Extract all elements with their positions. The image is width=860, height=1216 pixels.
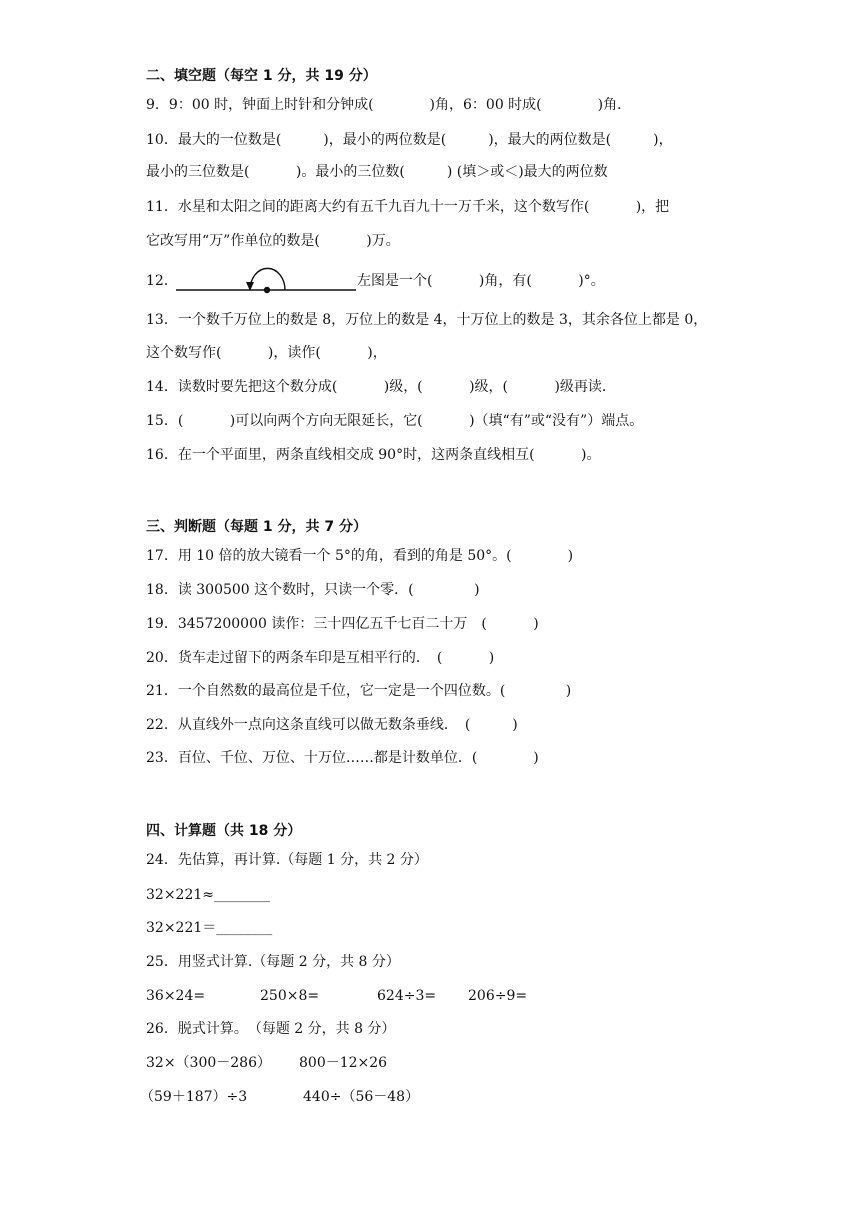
question-11-line-2: 它改写用“万”作单位的数是( )万。 <box>146 233 400 249</box>
question-18: 18．读 300500 这个数时，只读一个零．( ) <box>146 582 480 598</box>
question-24-estimate: 32×221≈________ <box>146 887 270 903</box>
question-23: 23．百位、千位、万位、十万位……都是计数单位．( ) <box>146 750 539 766</box>
question-9: 9．9：00 时，钟面上时针和分钟成( )角，6：00 时成( )角． <box>146 97 632 113</box>
question-24: 24．先估算，再计算.（每题 1 分，共 2 分） <box>146 852 428 868</box>
question-15: 15．( )可以向两个方向无限延长，它( )（填“有”或“没有”）端点。 <box>146 413 644 429</box>
question-14: 14．读数时要先把这个数分成( )级，( )级，( )级再读． <box>146 379 616 395</box>
question-19: 19．3457200000 读作：三十四亿五千七百二十万 ( ) <box>146 616 539 632</box>
q25-item-2: 250×8= <box>260 988 320 1004</box>
question-10-line-1: 10．最大的一位数是( )，最小的两位数是( )，最大的两位数是( )， <box>146 132 673 148</box>
q26-item-4: 440÷（56－48） <box>303 1089 420 1105</box>
question-16: 16．在一个平面里，两条直线相交成 90°时，这两条直线相互( )。 <box>146 447 601 463</box>
q26-item-2: 800－12×26 <box>299 1055 388 1071</box>
question-20: 20．货车走过留下的两条车印是互相平行的． ( ) <box>146 650 495 666</box>
question-10-line-2: 最小的三位数是( )。最小的三位数( ) (填＞或＜)最大的两位数 <box>146 164 608 180</box>
section-2-heading: 二、填空题（每空 1 分，共 19 分） <box>146 68 377 84</box>
q25-item-4: 206÷9= <box>468 988 528 1004</box>
question-21: 21．一个自然数的最高位是千位，它一定是一个四位数。( ) <box>146 683 572 699</box>
question-25: 25．用竖式计算.（每题 2 分，共 8 分） <box>146 954 400 970</box>
section-3-heading: 三、判断题（每题 1 分，共 7 分） <box>146 519 367 535</box>
question-11-line-1: 11．水星和太阳之间的距离大约有五千九百九十一万千米，这个数写作( )，把 <box>146 199 670 215</box>
section-4-heading: 四、计算题（共 18 分） <box>146 823 302 839</box>
question-17: 17．用 10 倍的放大镜看一个 5°的角，看到的角是 50°。( ) <box>146 548 574 564</box>
q25-item-3: 624÷3= <box>377 988 437 1004</box>
straight-angle-figure <box>174 262 360 296</box>
q25-item-1: 36×24= <box>146 988 206 1004</box>
question-24-calculate: 32×221＝________ <box>146 920 273 936</box>
question-12-text: 左图是一个( )角，有( )°。 <box>357 273 605 289</box>
question-13-line-2: 这个数写作( )，读作( )， <box>146 345 387 361</box>
q26-item-1: 32×（300－286） <box>146 1055 271 1071</box>
question-12-number: 12． <box>146 273 178 289</box>
question-22: 22．从直线外一点向这条直线可以做无数条垂线． ( ) <box>146 717 518 733</box>
question-26: 26．脱式计算。 （每题 2 分，共 8 分） <box>146 1021 396 1037</box>
question-13-line-1: 13．一个数千万位上的数是 8，万位上的数是 4，十万位上的数是 3，其余各位上都是 0， <box>146 312 708 328</box>
q26-item-3: （59＋187）÷3 <box>140 1089 248 1105</box>
